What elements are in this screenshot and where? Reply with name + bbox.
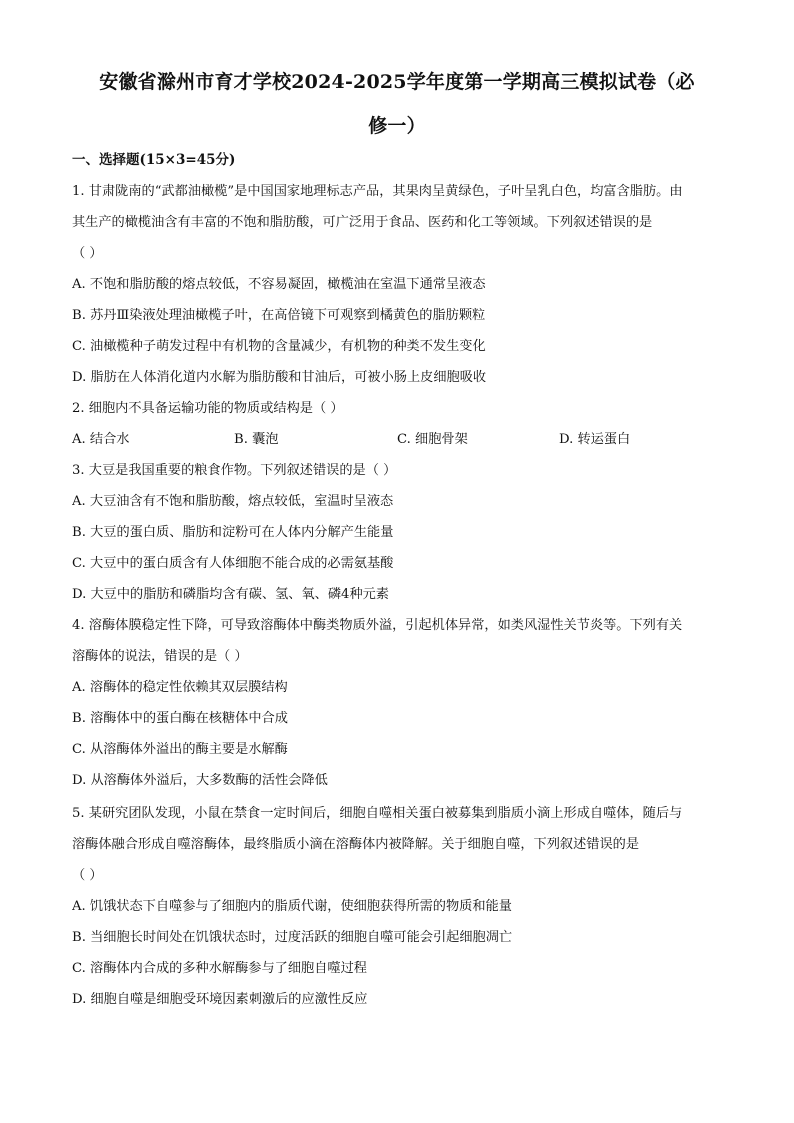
question-1-option-b: B. 苏丹Ⅲ染液处理油橄榄子叶，在高倍镜下可观察到橘黄色的脂肪颗粒 bbox=[72, 308, 486, 323]
question-4-stem-line-2: 溶酶体的说法，错误的是（ ） bbox=[72, 649, 248, 664]
question-5-stem-line-3: （ ） bbox=[72, 868, 103, 883]
question-1-stem-line-3: （ ） bbox=[72, 246, 103, 261]
question-1-option-a: A. 不饱和脂肪酸的熔点较低，不容易凝固，橄榄油在室温下通常呈液态 bbox=[72, 277, 486, 292]
question-2-option-a: A. 结合水 bbox=[72, 432, 130, 447]
question-5-stem-line-1: 5. 某研究团队发现，小鼠在禁食一定时间后，细胞自噬相关蛋白被募集到脂质小滴上形成自噬体，随后与 bbox=[72, 806, 683, 821]
question-5-option-b: B. 当细胞长时间处在饥饿状态时，过度活跃的细胞自噬可能会引起细胞凋亡 bbox=[72, 930, 513, 945]
question-4 bbox=[72, 610, 724, 796]
question-4-option-b: B. 溶酶体中的蛋白酶在核糖体中合成 bbox=[72, 711, 288, 726]
question-5-stem-line-2: 溶酶体融合形成自噬溶酶体，最终脂质小滴在溶酶体内被降解。关于细胞自噬，下列叙述错误的是 bbox=[72, 837, 640, 852]
question-5-option-c: C. 溶酶体内合成的多种水解酶参与了细胞自噬过程 bbox=[72, 961, 367, 976]
question-3-option-c: C. 大豆中的蛋白质含有人体细胞不能合成的必需氨基酸 bbox=[72, 556, 394, 571]
question-5-option-a: A. 饥饿状态下自噬参与了细胞内的脂质代谢，使细胞获得所需的物质和能量 bbox=[72, 899, 512, 914]
question-2-stem-line-1: 2. 细胞内不具备运输功能的物质或结构是（ ） bbox=[72, 401, 344, 416]
question-3-stem-line-1: 3. 大豆是我国重要的粮食作物。下列叙述错误的是（ ） bbox=[72, 463, 397, 478]
section-heading: 一、选择题(15×3=45分) bbox=[72, 152, 236, 168]
question-2-option-d: D. 转运蛋白 bbox=[559, 432, 631, 447]
question-3 bbox=[72, 455, 724, 610]
question-1-stem-line-1: 1. 甘肃陇南的“武都油橄榄”是中国国家地理标志产品，其果肉呈黄绿色，子叶呈乳白色，均富含脂肪。由 bbox=[72, 184, 683, 199]
question-4-stem-line-1: 4. 溶酶体膜稳定性下降，可导致溶酶体中酶类物质外溢，引起机体异常，如类风湿性关节炎等。下列有关 bbox=[72, 618, 683, 633]
question-2 bbox=[72, 393, 724, 424]
question-3-option-d: D. 大豆中的脂肪和磷脂均含有碳、氢、氧、磷4种元素 bbox=[72, 587, 389, 602]
question-1 bbox=[72, 176, 724, 393]
question-1-option-c: C. 油橄榄种子萌发过程中有机物的含量减少，有机物的种类不发生变化 bbox=[72, 339, 486, 354]
question-1-option-d: D. 脂肪在人体消化道内水解为脂肪酸和甘油后，可被小肠上皮细胞吸收 bbox=[72, 370, 487, 385]
page-title-line-2: 修一） bbox=[368, 115, 426, 137]
question-5-option-d: D. 细胞自噬是细胞受环境因素刺激后的应激性反应 bbox=[72, 992, 368, 1007]
question-3-option-a: A. 大豆油含有不饱和脂肪酸，熔点较低，室温时呈液态 bbox=[72, 494, 394, 509]
question-2-option-b: B. 囊泡 bbox=[234, 432, 279, 447]
question-5 bbox=[72, 798, 724, 1015]
page-title-line-1: 安徽省滁州市育才学校2024-2025学年度第一学期高三模拟试卷（必 bbox=[99, 71, 695, 93]
question-2-option-c: C. 细胞骨架 bbox=[397, 432, 468, 447]
question-4-option-d: D. 从溶酶体外溢后，大多数酶的活性会降低 bbox=[72, 773, 328, 788]
question-4-option-a: A. 溶酶体的稳定性依赖其双层膜结构 bbox=[72, 680, 288, 695]
question-4-option-c: C. 从溶酶体外溢出的酶主要是水解酶 bbox=[72, 742, 288, 757]
question-1-stem-line-2: 其生产的橄榄油含有丰富的不饱和脂肪酸，可广泛用于食品、医药和化工等领域。下列叙述错误的是 bbox=[72, 215, 653, 230]
question-3-option-b: B. 大豆的蛋白质、脂肪和淀粉可在人体内分解产生能量 bbox=[72, 525, 394, 540]
question-2-options bbox=[72, 424, 724, 455]
